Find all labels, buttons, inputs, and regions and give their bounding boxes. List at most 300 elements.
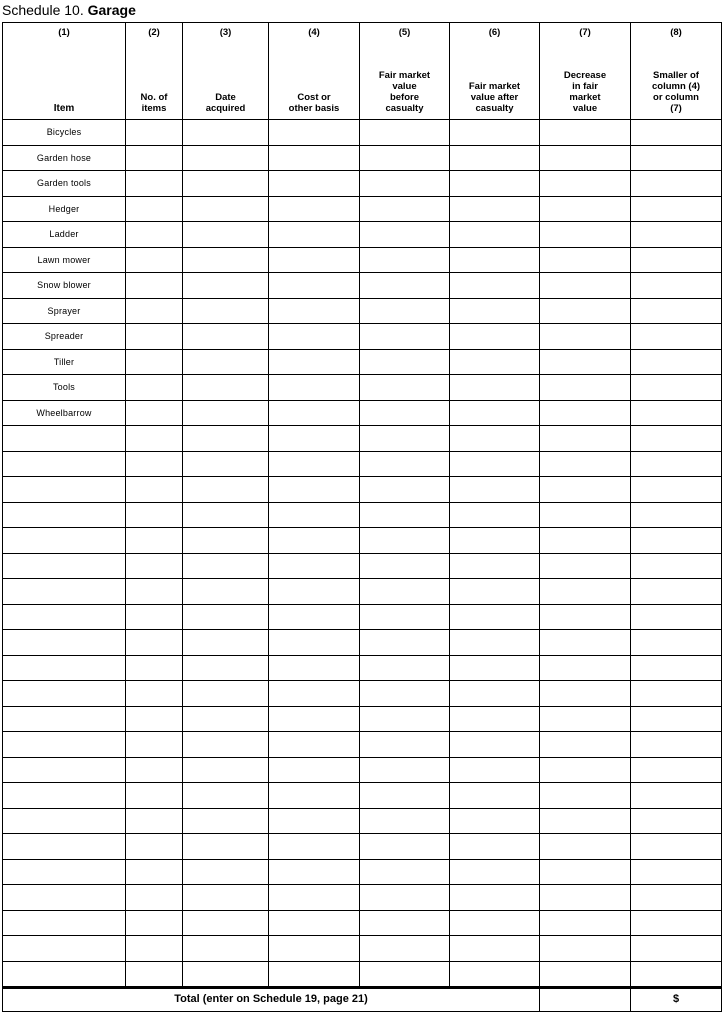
entry-cell-col5[interactable]	[360, 145, 450, 171]
entry-cell-col7[interactable]	[540, 349, 631, 375]
item-entry-cell[interactable]	[3, 579, 126, 605]
entry-cell-col2[interactable]	[126, 528, 183, 554]
entry-cell-col3[interactable]	[183, 273, 269, 299]
entry-cell-col6[interactable]	[450, 349, 540, 375]
entry-cell-col6[interactable]	[450, 579, 540, 605]
item-label-cell[interactable]: Lawn mower	[3, 247, 126, 273]
entry-cell-col4[interactable]	[269, 859, 360, 885]
entry-cell-col2[interactable]	[126, 757, 183, 783]
entry-cell-col4[interactable]	[269, 120, 360, 146]
entry-cell-col2[interactable]	[126, 783, 183, 809]
entry-cell-col4[interactable]	[269, 273, 360, 299]
entry-cell-col8[interactable]	[631, 579, 722, 605]
entry-cell-col8[interactable]	[631, 961, 722, 988]
entry-cell-col5[interactable]	[360, 655, 450, 681]
entry-cell-col6[interactable]	[450, 528, 540, 554]
entry-cell-col8[interactable]	[631, 171, 722, 197]
entry-cell-col8[interactable]	[631, 859, 722, 885]
table-row	[3, 273, 722, 299]
item-entry-cell[interactable]	[3, 936, 126, 962]
entry-cell-col3[interactable]	[183, 579, 269, 605]
entry-cell-col6[interactable]	[450, 171, 540, 197]
entry-cell-col2[interactable]	[126, 859, 183, 885]
entry-cell-col5[interactable]	[360, 400, 450, 426]
entry-cell-col2[interactable]	[126, 834, 183, 860]
entry-cell-col6[interactable]	[450, 120, 540, 146]
entry-cell-col3[interactable]	[183, 732, 269, 758]
entry-cell-col7[interactable]	[540, 502, 631, 528]
entry-cell-col4[interactable]	[269, 196, 360, 222]
entry-cell-col7[interactable]	[540, 681, 631, 707]
table-footer	[3, 988, 722, 1012]
table-row	[3, 528, 722, 554]
entry-cell-col3[interactable]	[183, 528, 269, 554]
item-entry-cell[interactable]	[3, 757, 126, 783]
entry-cell-col2[interactable]	[126, 936, 183, 962]
total-cell-col8[interactable]: $	[631, 988, 722, 1012]
entry-cell-col3[interactable]	[183, 834, 269, 860]
entry-cell-col8[interactable]	[631, 145, 722, 171]
entry-cell-col2[interactable]	[126, 553, 183, 579]
item-entry-cell[interactable]	[3, 808, 126, 834]
entry-cell-col8[interactable]	[631, 834, 722, 860]
entry-cell-col4[interactable]	[269, 808, 360, 834]
entry-cell-col3[interactable]	[183, 222, 269, 248]
item-label-cell[interactable]: Wheelbarrow	[3, 400, 126, 426]
column-header-text-5: Fair market value before casualty	[378, 70, 431, 114]
entry-cell-col3[interactable]	[183, 910, 269, 936]
entry-cell-col8[interactable]	[631, 630, 722, 656]
entry-cell-col3[interactable]	[183, 604, 269, 630]
entry-cell-col4[interactable]	[269, 604, 360, 630]
entry-cell-col5[interactable]	[360, 324, 450, 350]
entry-cell-col5[interactable]	[360, 528, 450, 554]
entry-cell-col5[interactable]	[360, 885, 450, 911]
entry-cell-col4[interactable]	[269, 655, 360, 681]
entry-cell-col6[interactable]	[450, 936, 540, 962]
entry-cell-col3[interactable]	[183, 961, 269, 988]
entry-cell-col7[interactable]	[540, 706, 631, 732]
entry-cell-col4[interactable]	[269, 298, 360, 324]
entry-cell-col3[interactable]	[183, 171, 269, 197]
column-header-text-8: Smaller of column (4) or column (7)	[651, 70, 701, 114]
entry-cell-col2[interactable]	[126, 604, 183, 630]
entry-cell-col8[interactable]	[631, 298, 722, 324]
entry-cell-col3[interactable]	[183, 859, 269, 885]
entry-cell-col5[interactable]	[360, 630, 450, 656]
entry-cell-col5[interactable]	[360, 375, 450, 401]
entry-cell-col8[interactable]	[631, 681, 722, 707]
entry-cell-col3[interactable]	[183, 349, 269, 375]
entry-cell-col8[interactable]	[631, 910, 722, 936]
entry-cell-col8[interactable]	[631, 222, 722, 248]
table-body	[3, 120, 722, 988]
table-row	[3, 604, 722, 630]
entry-cell-col7[interactable]	[540, 324, 631, 350]
entry-cell-col5[interactable]	[360, 834, 450, 860]
table-row	[3, 910, 722, 936]
entry-cell-col2[interactable]	[126, 222, 183, 248]
entry-cell-col5[interactable]	[360, 171, 450, 197]
entry-cell-col6[interactable]	[450, 808, 540, 834]
entry-cell-col8[interactable]	[631, 655, 722, 681]
entry-cell-col5[interactable]	[360, 502, 450, 528]
item-entry-cell[interactable]	[3, 426, 126, 452]
entry-cell-col2[interactable]	[126, 349, 183, 375]
table-row	[3, 400, 722, 426]
entry-cell-col6[interactable]	[450, 375, 540, 401]
entry-cell-col8[interactable]	[631, 247, 722, 273]
entry-cell-col2[interactable]	[126, 885, 183, 911]
entry-cell-col2[interactable]	[126, 426, 183, 452]
entry-cell-col4[interactable]	[269, 757, 360, 783]
entry-cell-col7[interactable]	[540, 630, 631, 656]
column-header-1	[3, 23, 126, 120]
entry-cell-col5[interactable]	[360, 604, 450, 630]
item-entry-cell[interactable]	[3, 528, 126, 554]
entry-cell-col5[interactable]	[360, 222, 450, 248]
entry-cell-col4[interactable]	[269, 706, 360, 732]
item-label-cell[interactable]: Hedger	[3, 196, 126, 222]
item-label-cell[interactable]: Bicycles	[3, 120, 126, 146]
entry-cell-col6[interactable]	[450, 196, 540, 222]
entry-cell-col5[interactable]	[360, 681, 450, 707]
entry-cell-col8[interactable]	[631, 426, 722, 452]
item-label-cell[interactable]: Ladder	[3, 222, 126, 248]
item-entry-cell[interactable]	[3, 706, 126, 732]
entry-cell-col5[interactable]	[360, 120, 450, 146]
entry-cell-col7[interactable]	[540, 375, 631, 401]
entry-cell-col7[interactable]	[540, 477, 631, 503]
entry-cell-col7[interactable]	[540, 273, 631, 299]
entry-cell-col6[interactable]	[450, 732, 540, 758]
entry-cell-col4[interactable]	[269, 732, 360, 758]
entry-cell-col3[interactable]	[183, 630, 269, 656]
entry-cell-col8[interactable]	[631, 273, 722, 299]
entry-cell-col5[interactable]	[360, 579, 450, 605]
entry-cell-col5[interactable]	[360, 273, 450, 299]
item-entry-cell[interactable]	[3, 834, 126, 860]
entry-cell-col3[interactable]	[183, 298, 269, 324]
item-label-cell[interactable]: Garden hose	[3, 145, 126, 171]
entry-cell-col2[interactable]	[126, 808, 183, 834]
entry-cell-col5[interactable]	[360, 910, 450, 936]
entry-cell-col3[interactable]	[183, 808, 269, 834]
entry-cell-col2[interactable]	[126, 961, 183, 988]
entry-cell-col4[interactable]	[269, 145, 360, 171]
entry-cell-col7[interactable]	[540, 426, 631, 452]
column-header-number-6: (6)	[488, 27, 501, 38]
entry-cell-col7[interactable]	[540, 298, 631, 324]
item-label-cell[interactable]: Tools	[3, 375, 126, 401]
table-row	[3, 553, 722, 579]
entry-cell-col6[interactable]	[450, 502, 540, 528]
entry-cell-col8[interactable]	[631, 885, 722, 911]
item-entry-cell[interactable]	[3, 732, 126, 758]
entry-cell-col6[interactable]	[450, 834, 540, 860]
entry-cell-col2[interactable]	[126, 732, 183, 758]
entry-cell-col6[interactable]	[450, 757, 540, 783]
column-header-8	[631, 23, 722, 120]
item-entry-cell[interactable]	[3, 604, 126, 630]
entry-cell-col3[interactable]	[183, 553, 269, 579]
item-label-cell[interactable]: Garden tools	[3, 171, 126, 197]
entry-cell-col3[interactable]	[183, 655, 269, 681]
entry-cell-col2[interactable]	[126, 324, 183, 350]
entry-cell-col4[interactable]	[269, 324, 360, 350]
column-header-7	[540, 23, 631, 120]
entry-cell-col2[interactable]	[126, 120, 183, 146]
entry-cell-col4[interactable]	[269, 681, 360, 707]
item-label-cell[interactable]: Snow blower	[3, 273, 126, 299]
item-label-cell[interactable]: Sprayer	[3, 298, 126, 324]
entry-cell-col8[interactable]	[631, 502, 722, 528]
entry-cell-col6[interactable]	[450, 604, 540, 630]
table-row	[3, 783, 722, 809]
entry-cell-col2[interactable]	[126, 196, 183, 222]
schedule-number: Schedule 10.	[2, 2, 84, 18]
entry-cell-col3[interactable]	[183, 247, 269, 273]
entry-cell-col2[interactable]	[126, 298, 183, 324]
entry-cell-col6[interactable]	[450, 681, 540, 707]
table-row	[3, 196, 722, 222]
entry-cell-col3[interactable]	[183, 706, 269, 732]
entry-cell-col6[interactable]	[450, 553, 540, 579]
entry-cell-col6[interactable]	[450, 222, 540, 248]
entry-cell-col3[interactable]	[183, 477, 269, 503]
item-entry-cell[interactable]	[3, 502, 126, 528]
item-label-cell[interactable]: Tiller	[3, 349, 126, 375]
entry-cell-col6[interactable]	[450, 910, 540, 936]
entry-cell-col8[interactable]	[631, 528, 722, 554]
entry-cell-col3[interactable]	[183, 375, 269, 401]
entry-cell-col3[interactable]	[183, 885, 269, 911]
entry-cell-col3[interactable]	[183, 681, 269, 707]
entry-cell-col8[interactable]	[631, 757, 722, 783]
entry-cell-col8[interactable]	[631, 936, 722, 962]
entry-cell-col7[interactable]	[540, 808, 631, 834]
entry-cell-col8[interactable]	[631, 732, 722, 758]
entry-cell-col6[interactable]	[450, 145, 540, 171]
entry-cell-col6[interactable]	[450, 298, 540, 324]
entry-cell-col8[interactable]	[631, 477, 722, 503]
entry-cell-col7[interactable]	[540, 171, 631, 197]
entry-cell-col6[interactable]	[450, 630, 540, 656]
entry-cell-col7[interactable]	[540, 732, 631, 758]
entry-cell-col2[interactable]	[126, 706, 183, 732]
entry-cell-col4[interactable]	[269, 222, 360, 248]
item-entry-cell[interactable]	[3, 630, 126, 656]
entry-cell-col5[interactable]	[360, 859, 450, 885]
entry-cell-col8[interactable]	[631, 783, 722, 809]
entry-cell-col2[interactable]	[126, 630, 183, 656]
entry-cell-col6[interactable]	[450, 859, 540, 885]
item-entry-cell[interactable]	[3, 885, 126, 911]
entry-cell-col2[interactable]	[126, 171, 183, 197]
entry-cell-col4[interactable]	[269, 375, 360, 401]
entry-cell-col7[interactable]	[540, 961, 631, 988]
entry-cell-col5[interactable]	[360, 477, 450, 503]
entry-cell-col4[interactable]	[269, 936, 360, 962]
table-row	[3, 451, 722, 477]
item-entry-cell[interactable]	[3, 655, 126, 681]
entry-cell-col7[interactable]	[540, 834, 631, 860]
entry-cell-col8[interactable]	[631, 349, 722, 375]
column-header-3	[183, 23, 269, 120]
entry-cell-col4[interactable]	[269, 502, 360, 528]
entry-cell-col6[interactable]	[450, 477, 540, 503]
entry-cell-col3[interactable]	[183, 783, 269, 809]
entry-cell-col5[interactable]	[360, 706, 450, 732]
entry-cell-col7[interactable]	[540, 400, 631, 426]
entry-cell-col6[interactable]	[450, 706, 540, 732]
entry-cell-col2[interactable]	[126, 655, 183, 681]
entry-cell-col5[interactable]	[360, 298, 450, 324]
column-header-footer-1: Item	[53, 103, 75, 114]
entry-cell-col4[interactable]	[269, 171, 360, 197]
entry-cell-col8[interactable]	[631, 375, 722, 401]
entry-cell-col2[interactable]	[126, 579, 183, 605]
entry-cell-col7[interactable]	[540, 757, 631, 783]
entry-cell-col8[interactable]	[631, 604, 722, 630]
entry-cell-col5[interactable]	[360, 451, 450, 477]
entry-cell-col8[interactable]	[631, 808, 722, 834]
entry-cell-col3[interactable]	[183, 145, 269, 171]
entry-cell-col7[interactable]	[540, 120, 631, 146]
entry-cell-col2[interactable]	[126, 375, 183, 401]
table-row	[3, 477, 722, 503]
entry-cell-col5[interactable]	[360, 349, 450, 375]
table-row	[3, 120, 722, 146]
entry-cell-col8[interactable]	[631, 196, 722, 222]
entry-cell-col8[interactable]	[631, 400, 722, 426]
entry-cell-col6[interactable]	[450, 885, 540, 911]
entry-cell-col4[interactable]	[269, 451, 360, 477]
item-entry-cell[interactable]	[3, 783, 126, 809]
entry-cell-col2[interactable]	[126, 502, 183, 528]
entry-cell-col4[interactable]	[269, 630, 360, 656]
entry-cell-col5[interactable]	[360, 196, 450, 222]
entry-cell-col8[interactable]	[631, 324, 722, 350]
entry-cell-col6[interactable]	[450, 961, 540, 988]
entry-cell-col6[interactable]	[450, 247, 540, 273]
entry-cell-col3[interactable]	[183, 451, 269, 477]
entry-cell-col4[interactable]	[269, 349, 360, 375]
entry-cell-col4[interactable]	[269, 400, 360, 426]
entry-cell-col7[interactable]	[540, 604, 631, 630]
entry-cell-col5[interactable]	[360, 247, 450, 273]
entry-cell-col8[interactable]	[631, 451, 722, 477]
entry-cell-col5[interactable]	[360, 783, 450, 809]
column-header-number-2: (2)	[148, 27, 160, 38]
entry-cell-col2[interactable]	[126, 681, 183, 707]
entry-cell-col7[interactable]	[540, 936, 631, 962]
entry-cell-col4[interactable]	[269, 528, 360, 554]
item-entry-cell[interactable]	[3, 451, 126, 477]
entry-cell-col8[interactable]	[631, 706, 722, 732]
entry-cell-col2[interactable]	[126, 910, 183, 936]
entry-cell-col4[interactable]	[269, 553, 360, 579]
entry-cell-col4[interactable]	[269, 477, 360, 503]
entry-cell-col7[interactable]	[540, 528, 631, 554]
column-header-number-7: (7)	[579, 27, 591, 38]
entry-cell-col2[interactable]	[126, 477, 183, 503]
entry-cell-col7[interactable]	[540, 196, 631, 222]
item-entry-cell[interactable]	[3, 961, 126, 988]
entry-cell-col6[interactable]	[450, 655, 540, 681]
entry-cell-col7[interactable]	[540, 579, 631, 605]
entry-cell-col4[interactable]	[269, 247, 360, 273]
entry-cell-col5[interactable]	[360, 732, 450, 758]
entry-cell-col7[interactable]	[540, 783, 631, 809]
entry-cell-col8[interactable]	[631, 120, 722, 146]
entry-cell-col5[interactable]	[360, 553, 450, 579]
item-label-cell[interactable]: Spreader	[3, 324, 126, 350]
entry-cell-col4[interactable]	[269, 910, 360, 936]
entry-cell-col6[interactable]	[450, 324, 540, 350]
column-header-text-4: Cost or other basis	[288, 92, 340, 114]
entry-cell-col5[interactable]	[360, 426, 450, 452]
item-entry-cell[interactable]	[3, 859, 126, 885]
entry-cell-col2[interactable]	[126, 451, 183, 477]
entry-cell-col4[interactable]	[269, 961, 360, 988]
entry-cell-col3[interactable]	[183, 324, 269, 350]
entry-cell-col7[interactable]	[540, 222, 631, 248]
entry-cell-col6[interactable]	[450, 400, 540, 426]
entry-cell-col3[interactable]	[183, 120, 269, 146]
entry-cell-col7[interactable]	[540, 655, 631, 681]
entry-cell-col4[interactable]	[269, 885, 360, 911]
entry-cell-col7[interactable]	[540, 247, 631, 273]
entry-cell-col3[interactable]	[183, 757, 269, 783]
total-cell-col7[interactable]	[540, 988, 631, 1012]
entry-cell-col3[interactable]	[183, 936, 269, 962]
entry-cell-col7[interactable]	[540, 885, 631, 911]
entry-cell-col7[interactable]	[540, 451, 631, 477]
item-entry-cell[interactable]	[3, 477, 126, 503]
entry-cell-col6[interactable]	[450, 273, 540, 299]
entry-cell-col6[interactable]	[450, 783, 540, 809]
entry-cell-col4[interactable]	[269, 579, 360, 605]
item-entry-cell[interactable]	[3, 910, 126, 936]
entry-cell-col7[interactable]	[540, 910, 631, 936]
entry-cell-col5[interactable]	[360, 936, 450, 962]
entry-cell-col4[interactable]	[269, 426, 360, 452]
entry-cell-col5[interactable]	[360, 757, 450, 783]
entry-cell-col3[interactable]	[183, 502, 269, 528]
entry-cell-col6[interactable]	[450, 451, 540, 477]
entry-cell-col3[interactable]	[183, 426, 269, 452]
entry-cell-col2[interactable]	[126, 145, 183, 171]
item-entry-cell[interactable]	[3, 553, 126, 579]
entry-cell-col5[interactable]	[360, 808, 450, 834]
entry-cell-col3[interactable]	[183, 196, 269, 222]
entry-cell-col2[interactable]	[126, 247, 183, 273]
entry-cell-col7[interactable]	[540, 145, 631, 171]
column-header-6	[450, 23, 540, 120]
entry-cell-col3[interactable]	[183, 400, 269, 426]
entry-cell-col6[interactable]	[450, 426, 540, 452]
entry-cell-col8[interactable]	[631, 553, 722, 579]
entry-cell-col2[interactable]	[126, 273, 183, 299]
entry-cell-col4[interactable]	[269, 834, 360, 860]
item-entry-cell[interactable]	[3, 681, 126, 707]
entry-cell-col7[interactable]	[540, 553, 631, 579]
entry-cell-col7[interactable]	[540, 859, 631, 885]
entry-cell-col5[interactable]	[360, 961, 450, 988]
entry-cell-col2[interactable]	[126, 400, 183, 426]
entry-cell-col4[interactable]	[269, 783, 360, 809]
